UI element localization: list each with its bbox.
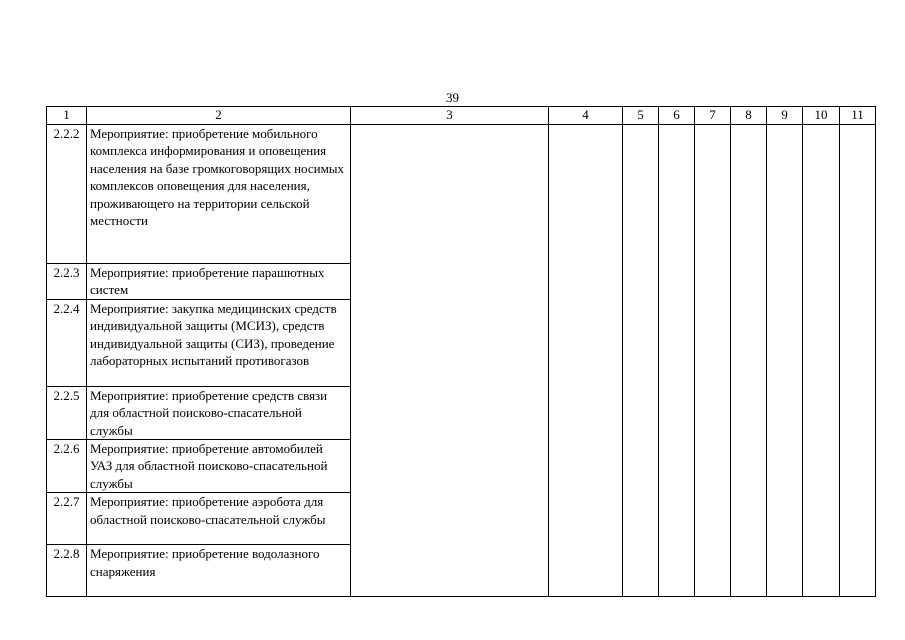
header-cell-col-7: 7: [695, 107, 731, 125]
row-description: Мероприятие: приобретение парашютных систем: [87, 264, 351, 300]
row-number: 2.2.6: [47, 440, 87, 493]
header-cell-col-9: 9: [767, 107, 803, 125]
row-number: 2.2.3: [47, 264, 87, 300]
row-description: Мероприятие: закупка медицинских средств индивидуальной защиты (МСИЗ), средств индивидуальной защиты (СИЗ), проведение лабораторных испытаний противогазов: [87, 299, 351, 386]
row-description: Мероприятие: приобретение средств связи для областной поисково-спасательной службы: [87, 386, 351, 439]
header-cell-col-6: 6: [659, 107, 695, 125]
col-6-cell: [659, 125, 695, 597]
col-11-cell: [840, 125, 876, 597]
header-cell-col-3: 3: [351, 107, 549, 125]
col-9-cell: [767, 125, 803, 597]
col-4-cell: [549, 125, 623, 597]
header-cell-col-10: 10: [803, 107, 840, 125]
header-cell-col-11: 11: [840, 107, 876, 125]
page-number: 39: [446, 90, 459, 105]
col-3-cell: [351, 125, 549, 597]
row-number: 2.2.2: [47, 125, 87, 264]
row-number: 2.2.4: [47, 299, 87, 386]
row-description: Мероприятие: приобретение водолазного снаряжения: [87, 545, 351, 597]
header-cell-col-2: 2: [87, 107, 351, 125]
row-number: 2.2.5: [47, 386, 87, 439]
col-7-cell: [695, 125, 731, 597]
measures-table: [46, 106, 876, 597]
row-description: Мероприятие: приобретение мобильного комплекса информирования и оповещения населения на базе громкоговорящих носимых комплексов оповещения для населения, проживающего на территории сельской местности: [87, 125, 351, 264]
header-cell-col-8: 8: [731, 107, 767, 125]
table-row: [47, 125, 876, 264]
row-description: Мероприятие: приобретение аэробота для областной поисково-спасательной службы: [87, 493, 351, 545]
header-cell-col-4: 4: [549, 107, 623, 125]
row-number: 2.2.7: [47, 493, 87, 545]
col-5-cell: [623, 125, 659, 597]
header-row: [47, 107, 876, 125]
row-number: 2.2.8: [47, 545, 87, 597]
col-10-cell: [803, 125, 840, 597]
header-cell-col-1: 1: [47, 107, 87, 125]
col-8-cell: [731, 125, 767, 597]
row-description: Мероприятие: приобретение автомобилей УАЗ для областной поисково-спасательной службы: [87, 440, 351, 493]
header-cell-col-5: 5: [623, 107, 659, 125]
